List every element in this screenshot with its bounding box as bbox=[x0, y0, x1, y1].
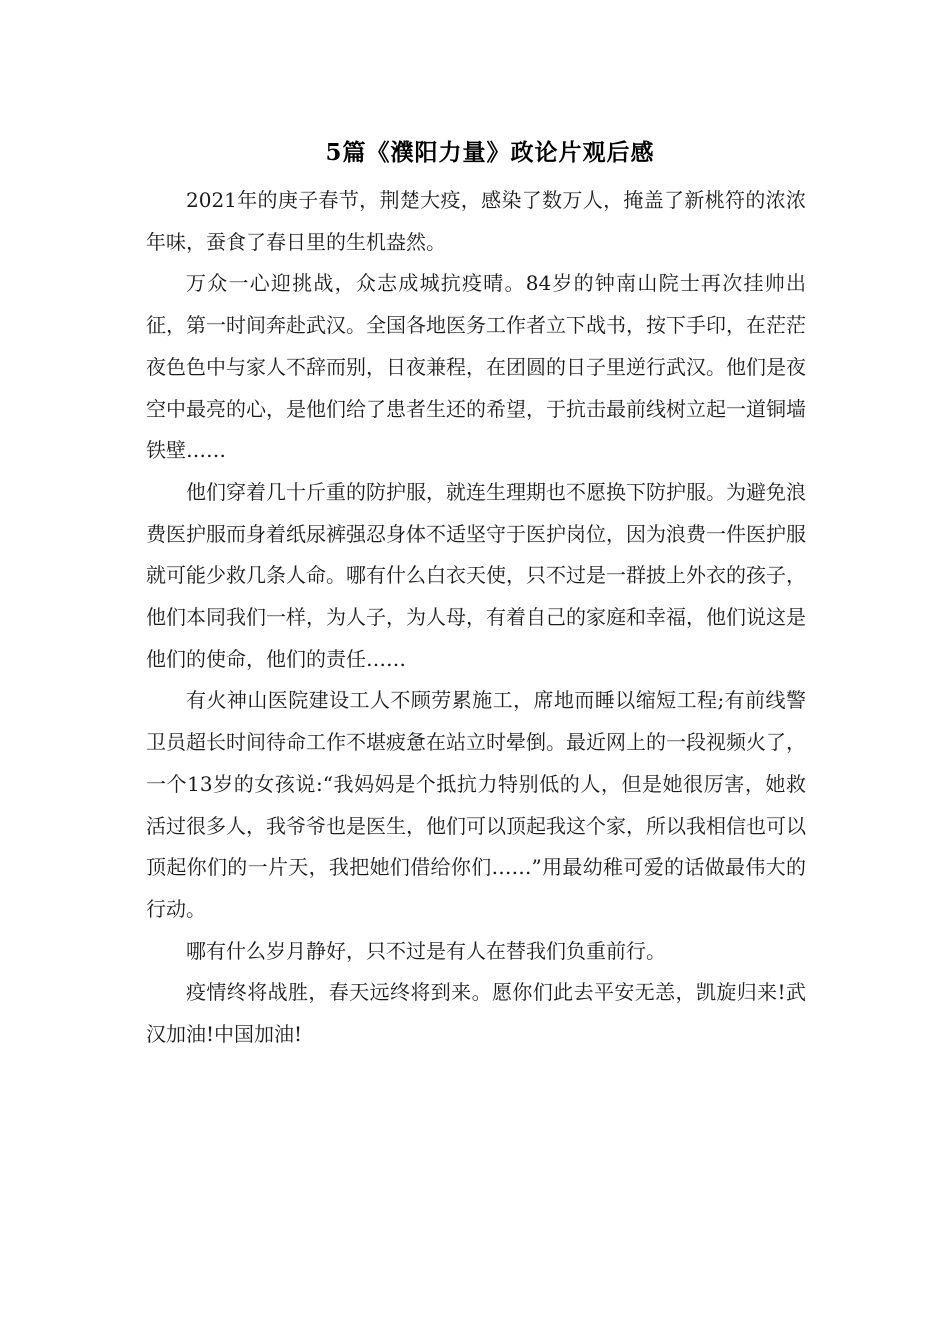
paragraph-3: 他们穿着几十斤重的防护服，就连生理期也不愿换下防护服。为避免浪费医护服而身着纸尿裤强忍身体不适坚守于医护岗位，因为浪费一件医护服就可能少救几条人命。哪有什么白衣天使，只不过是一群披上外衣的孩子，他们本同我们一样，为人子，为人母，有着自己的家庭和幸福，他们说这是他们的使命，他们的责任…… bbox=[146, 479, 806, 671]
document-body bbox=[146, 180, 806, 1056]
paragraph-1: 2021年的庚子春节，荆楚大疫，感染了数万人，掩盖了新桃符的浓浓年味，蚕食了春日里的生机盎然。 bbox=[146, 188, 806, 254]
paragraph-4: 有火神山医院建设工人不顾劳累施工，席地而睡以缩短工程;有前线警卫员超长时间待命工作不堪疲惫在站立时晕倒。最近网上的一段视频火了，一个13岁的女孩说:“我妈妈是个抵抗力特别低的人，但是她很厉害，她救活过很多人，我爷爷也是医生，他们可以顶起我这个家，所以我相信也可以顶起你们的一片天，我把她们借给你们……”用最幼稚可爱的话做最伟大的行动。 bbox=[146, 688, 806, 921]
paragraph-5: 哪有什么岁月静好，只不过是有人在替我们负重前行。 bbox=[186, 938, 666, 963]
paragraph-6: 疫情终将战胜，春天远终将到来。愿你们此去平安无恙，凯旋归来!武汉加油!中国加油! bbox=[146, 980, 806, 1047]
paragraph-2: 万众一心迎挑战，众志成城抗疫晴。84岁的钟南山院士再次挂帅出征，第一时间奔赴武汉。全国各地医务工作者立下战书，按下手印，在茫茫夜色色中与家人不辞而别，日夜兼程，在团圆的日子里逆行武汉。他们是夜空中最亮的心，是他们给了患者生还的希望，于抗击最前线树立起一道铜墙铁壁…… bbox=[146, 271, 806, 463]
document-title: 5篇《濮阳力量》政论片观后感 bbox=[325, 139, 655, 166]
